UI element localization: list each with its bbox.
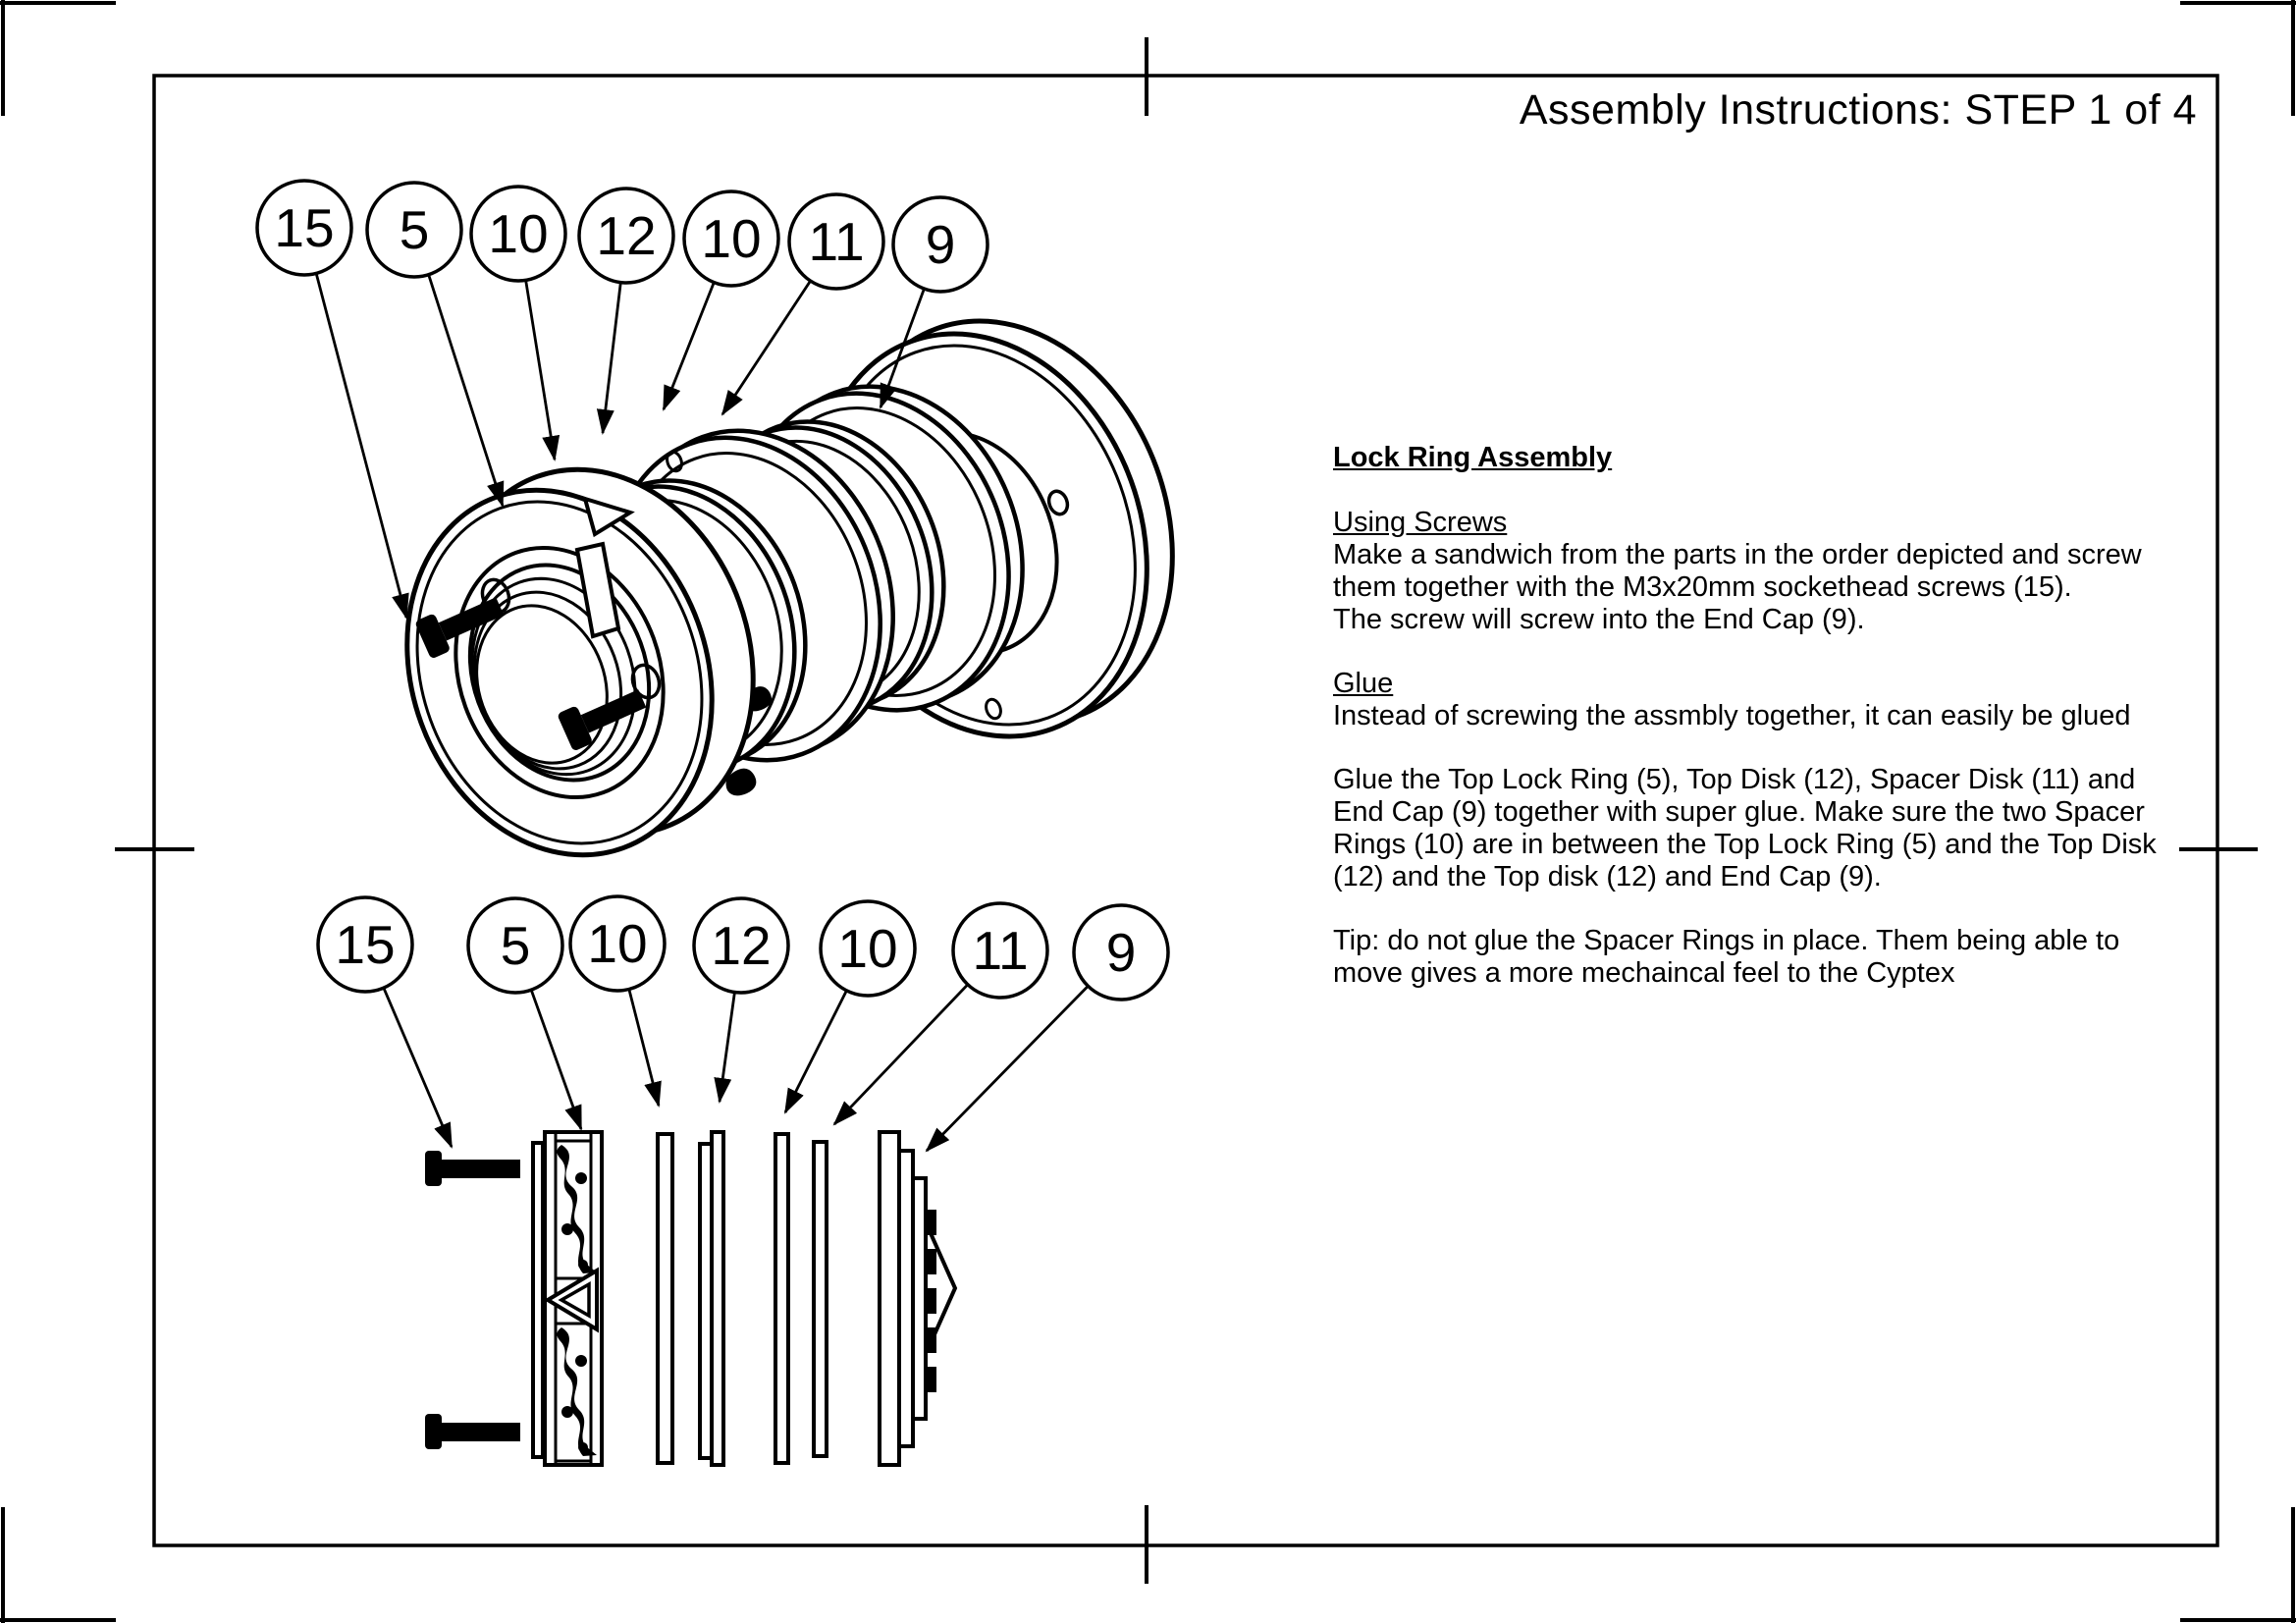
balloon-label: 12: [711, 915, 772, 976]
crop-mark-top-right: [2180, 0, 2296, 116]
balloon-label: 9: [925, 214, 956, 275]
spacer-disk-side: [814, 1142, 827, 1456]
balloon-15-side: [318, 897, 412, 992]
balloon-5-iso: [367, 183, 461, 277]
balloon-label: 12: [596, 205, 657, 266]
balloon-label: 10: [837, 918, 898, 979]
sockethead-screw-side-2: [425, 1414, 520, 1449]
body-line: End Cap (9) together with super glue. Make sure the two Spacer: [1333, 796, 2145, 828]
crop-mark-bottom-right: [2180, 1507, 2296, 1623]
sheet-title: Assembly Instructions: STEP 1 of 4: [1519, 86, 2197, 134]
section-heading: Lock Ring Assembly: [1333, 442, 1613, 473]
crop-mark-top-left: [0, 0, 116, 116]
crop-mark-bottom-left: [0, 1507, 116, 1623]
balloon-10a-iso: [471, 187, 565, 281]
spacer-ring-side-2: [775, 1134, 788, 1463]
instruction-text-block: [1333, 442, 2187, 990]
balloon-9-iso: [893, 197, 988, 292]
balloon-11-iso: [789, 194, 883, 289]
balloon-label: 5: [399, 199, 430, 260]
side-exploded-view: [425, 1132, 955, 1465]
body-line: Glue the Top Lock Ring (5), Top Disk (12), Spacer Disk (11) and: [1333, 764, 2136, 795]
balloon-label: 10: [587, 913, 648, 974]
spacer-ring-side-1: [658, 1134, 672, 1463]
tip-line: move gives a more mechaincal feel to the Cyptex: [1333, 957, 1955, 989]
balloon-5-side: [468, 898, 562, 993]
balloon-10b-iso: [684, 191, 778, 286]
balloon-label: 11: [972, 920, 1029, 981]
balloon-12-iso: [579, 189, 673, 283]
balloon-label: 10: [488, 203, 549, 264]
balloon-10b-side: [821, 901, 915, 996]
balloon-label: 11: [808, 211, 865, 272]
sockethead-screw-side-1: [425, 1151, 520, 1186]
top-lock-ring-side: [533, 1132, 602, 1465]
subheading-using-screws: Using Screws: [1333, 507, 1508, 538]
end-cap-side: [880, 1132, 955, 1465]
body-line: Make a sandwich from the parts in the order depicted and screw: [1333, 539, 2142, 570]
balloon-label: 15: [335, 914, 396, 975]
balloon-label: 10: [701, 208, 762, 269]
body-line: Rings (10) are in between the Top Lock Ring (5) and the Top Disk: [1333, 829, 2157, 860]
balloon-label: 5: [500, 915, 531, 976]
balloon-label: 15: [274, 197, 335, 258]
iso-balloons: [257, 181, 988, 292]
balloon-15-iso: [257, 181, 351, 275]
body-line: (12) and the Top disk (12) and End Cap (9).: [1333, 861, 1882, 893]
top-disk-side: [700, 1132, 723, 1465]
tip-line: Tip: do not glue the Spacer Rings in place. Them being able to: [1333, 925, 2120, 956]
body-line: them together with the M3x20mm sockethead screws (15).: [1333, 571, 2072, 603]
balloon-11-side: [953, 903, 1047, 998]
balloon-10a-side: [570, 896, 665, 991]
body-line: Instead of screwing the assmbly together, it can easily be glued: [1333, 700, 2131, 731]
balloon-label: 9: [1105, 922, 1137, 983]
balloon-12-side: [694, 898, 788, 993]
subheading-glue: Glue: [1333, 668, 1394, 699]
isometric-exploded-view: [357, 274, 1227, 898]
side-balloons: [318, 896, 1168, 1000]
balloon-9-side: [1074, 905, 1168, 1000]
body-line: The screw will screw into the End Cap (9).: [1333, 604, 1865, 635]
